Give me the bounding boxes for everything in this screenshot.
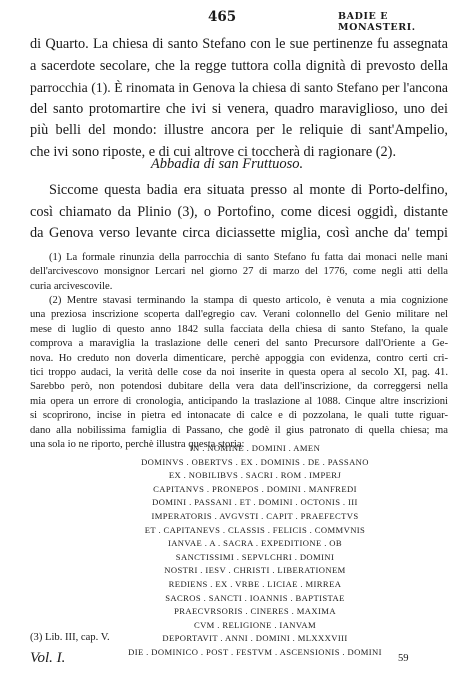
inscription-line: DEPORTAVIT . ANNI . DOMINI . MLXXXVIII: [162, 633, 348, 644]
inscription-line: NOSTRI . IESV . CHRISTI . LIBERATIONEM: [164, 565, 346, 576]
paragraph-line: Siccome questa badia era situata presso al monte di Porto-delfino,: [49, 182, 448, 198]
footnote-line: (2) Mentre stavasi terminando la stampa di questo articolo, è venuta a mia cognizione: [49, 295, 448, 306]
footnote-line: tici troppo audaci, la verità delle cose da noi inserite in questa opera al secolo XI, pag. 41.: [30, 367, 448, 379]
inscription-line: IMPERATORIS . AVGVSTI . CAPIT . PRAEFECTVS: [151, 510, 359, 521]
inscription-line: SACROS . SANCTI . IOANNIS . BAPTISTAE: [165, 592, 345, 603]
inscription-line: CAPITANVS . PRONEPOS . DOMINI . MANFREDI: [153, 483, 357, 494]
paragraph-line: da Genova verso levante circa diciassette miglia, così anche da' tempi: [30, 225, 448, 242]
footnote-line: dano alla nobilissima famiglia di Passano, che godè il gius patronato di quella chiesa; ma: [30, 424, 448, 436]
paragraph-line: più belli del mondo: illustre ancora per le reliquie di sant'Ampelio,: [30, 122, 448, 139]
inscription-line: SANCTISSIMI . SEPVLCHRI . DOMINI: [175, 551, 335, 562]
inscription-line: DIE . DOMINICO . POST . FESTVM . ASCENSIONIS . DOMINI: [128, 646, 382, 657]
paragraph-line: a sacerdote secolare, che la regge tuttora colla dignità di prevosto della: [30, 57, 448, 74]
footnote-line: una preziosa inscrizione scoperta dall'egregio cav. Verani colonnello del Genio militare nel: [30, 309, 448, 321]
inscription-line: IN . NOMINE . DOMINI . AMEN: [189, 443, 321, 453]
footnote-line: nova. Ho creduto non doverla dimenticare, perchè appoggia con evidenza, contro certi cri-: [30, 352, 448, 364]
inscription-line: DOMINVS . OBERTVS . EX . DOMINIS . DE . PASSANO: [141, 456, 369, 467]
paragraph-line: di Quarto. La chiesa di santo Stefano con le sue pertinenze fu assegnata: [30, 36, 448, 52]
inscription-line: IANVAE . A . SACRA . EXPEDITIONE . OB: [167, 538, 343, 549]
inscription-block: [90, 442, 420, 660]
inscription-line: CVM . RELIGIONE . IANVAM: [193, 619, 317, 630]
running-title: BADIE E MONASTERI.: [338, 11, 416, 33]
volume-label: Vol. I.: [30, 650, 66, 666]
inscription-line: EX . NOBILIBVS . SACRI . ROM . IMPERJ: [168, 470, 342, 481]
footnote-line: comprova a maraviglia la traslazione delle ceneri del santo Precursore dall'Oriente a Ge-: [30, 338, 448, 350]
footnote-line: curia arcivescovile.: [30, 280, 113, 292]
paragraph-line: che ivi sono riposte, e di cui altrove ci toccherà di ragionare (2).: [30, 143, 397, 160]
top-paragraph: [30, 34, 448, 164]
paragraph-line: parrocchia (1). È rinomata in Genova la chiesa di santo Stefano per l'ancona: [30, 80, 448, 96]
page-number: 465: [208, 9, 237, 25]
inscription-line: PRAECVRSORIS . CINERES . MAXIMA: [174, 606, 336, 617]
footnote-1: [30, 251, 448, 294]
footnote-line: dell'arcivescovo monsignor Lercari nel giorno 27 di marzo del 1776, come negli atti della: [30, 266, 448, 278]
signature-mark: 59: [398, 653, 409, 664]
inscription-line: ET . CAPITANEVS . CLASSIS . FELICIS . COMMVNIS: [144, 524, 366, 535]
footnote-line: mia opera un errore di cronologia, anticipando la traslazione al 1088. Cinque altre inscrizioni: [30, 395, 448, 407]
footnote-line: mese di luglio di questo anno 1842 sulla facciata della chiesa di santo Stefano, la quale: [30, 323, 448, 335]
paragraph-line: così chiamato da Plinio (3), o Portofino, come dicesi oggidì, distante: [30, 203, 448, 220]
footnote-line: (1) La formale rinunzia della parrocchia di santo Stefano fu fatta dai monaci nelle mani: [49, 252, 448, 263]
footnote-3: (3) Lib. III, cap. V.: [30, 632, 110, 643]
inscription-line: REDIENS . EX . VRBE . LICIAE . MIRREA: [168, 578, 342, 589]
section-title: Abbadia di san Fruttuoso.: [150, 156, 304, 172]
inscription-line: DOMINI . PASSANI . ET . DOMINI . OCTONIS . III: [152, 497, 358, 508]
footnote-line: una sola io ne riporto, perchè illustra questa storia:: [30, 439, 245, 451]
paragraph-line: del santo protomartire che ivi si venera, quadro maraviglioso, uno dei: [30, 100, 448, 117]
footnote-2: [30, 294, 448, 452]
footnote-line: Sarebbo però, non potendosi dubitare della vera data dell'inscrizione, da correggersi nella: [30, 381, 448, 393]
footnote-line: si scoprirono, incise in pietra ed intonacate di calce e di pozzolana, le quali tutte riguar-: [30, 410, 448, 422]
second-paragraph: [30, 180, 448, 245]
